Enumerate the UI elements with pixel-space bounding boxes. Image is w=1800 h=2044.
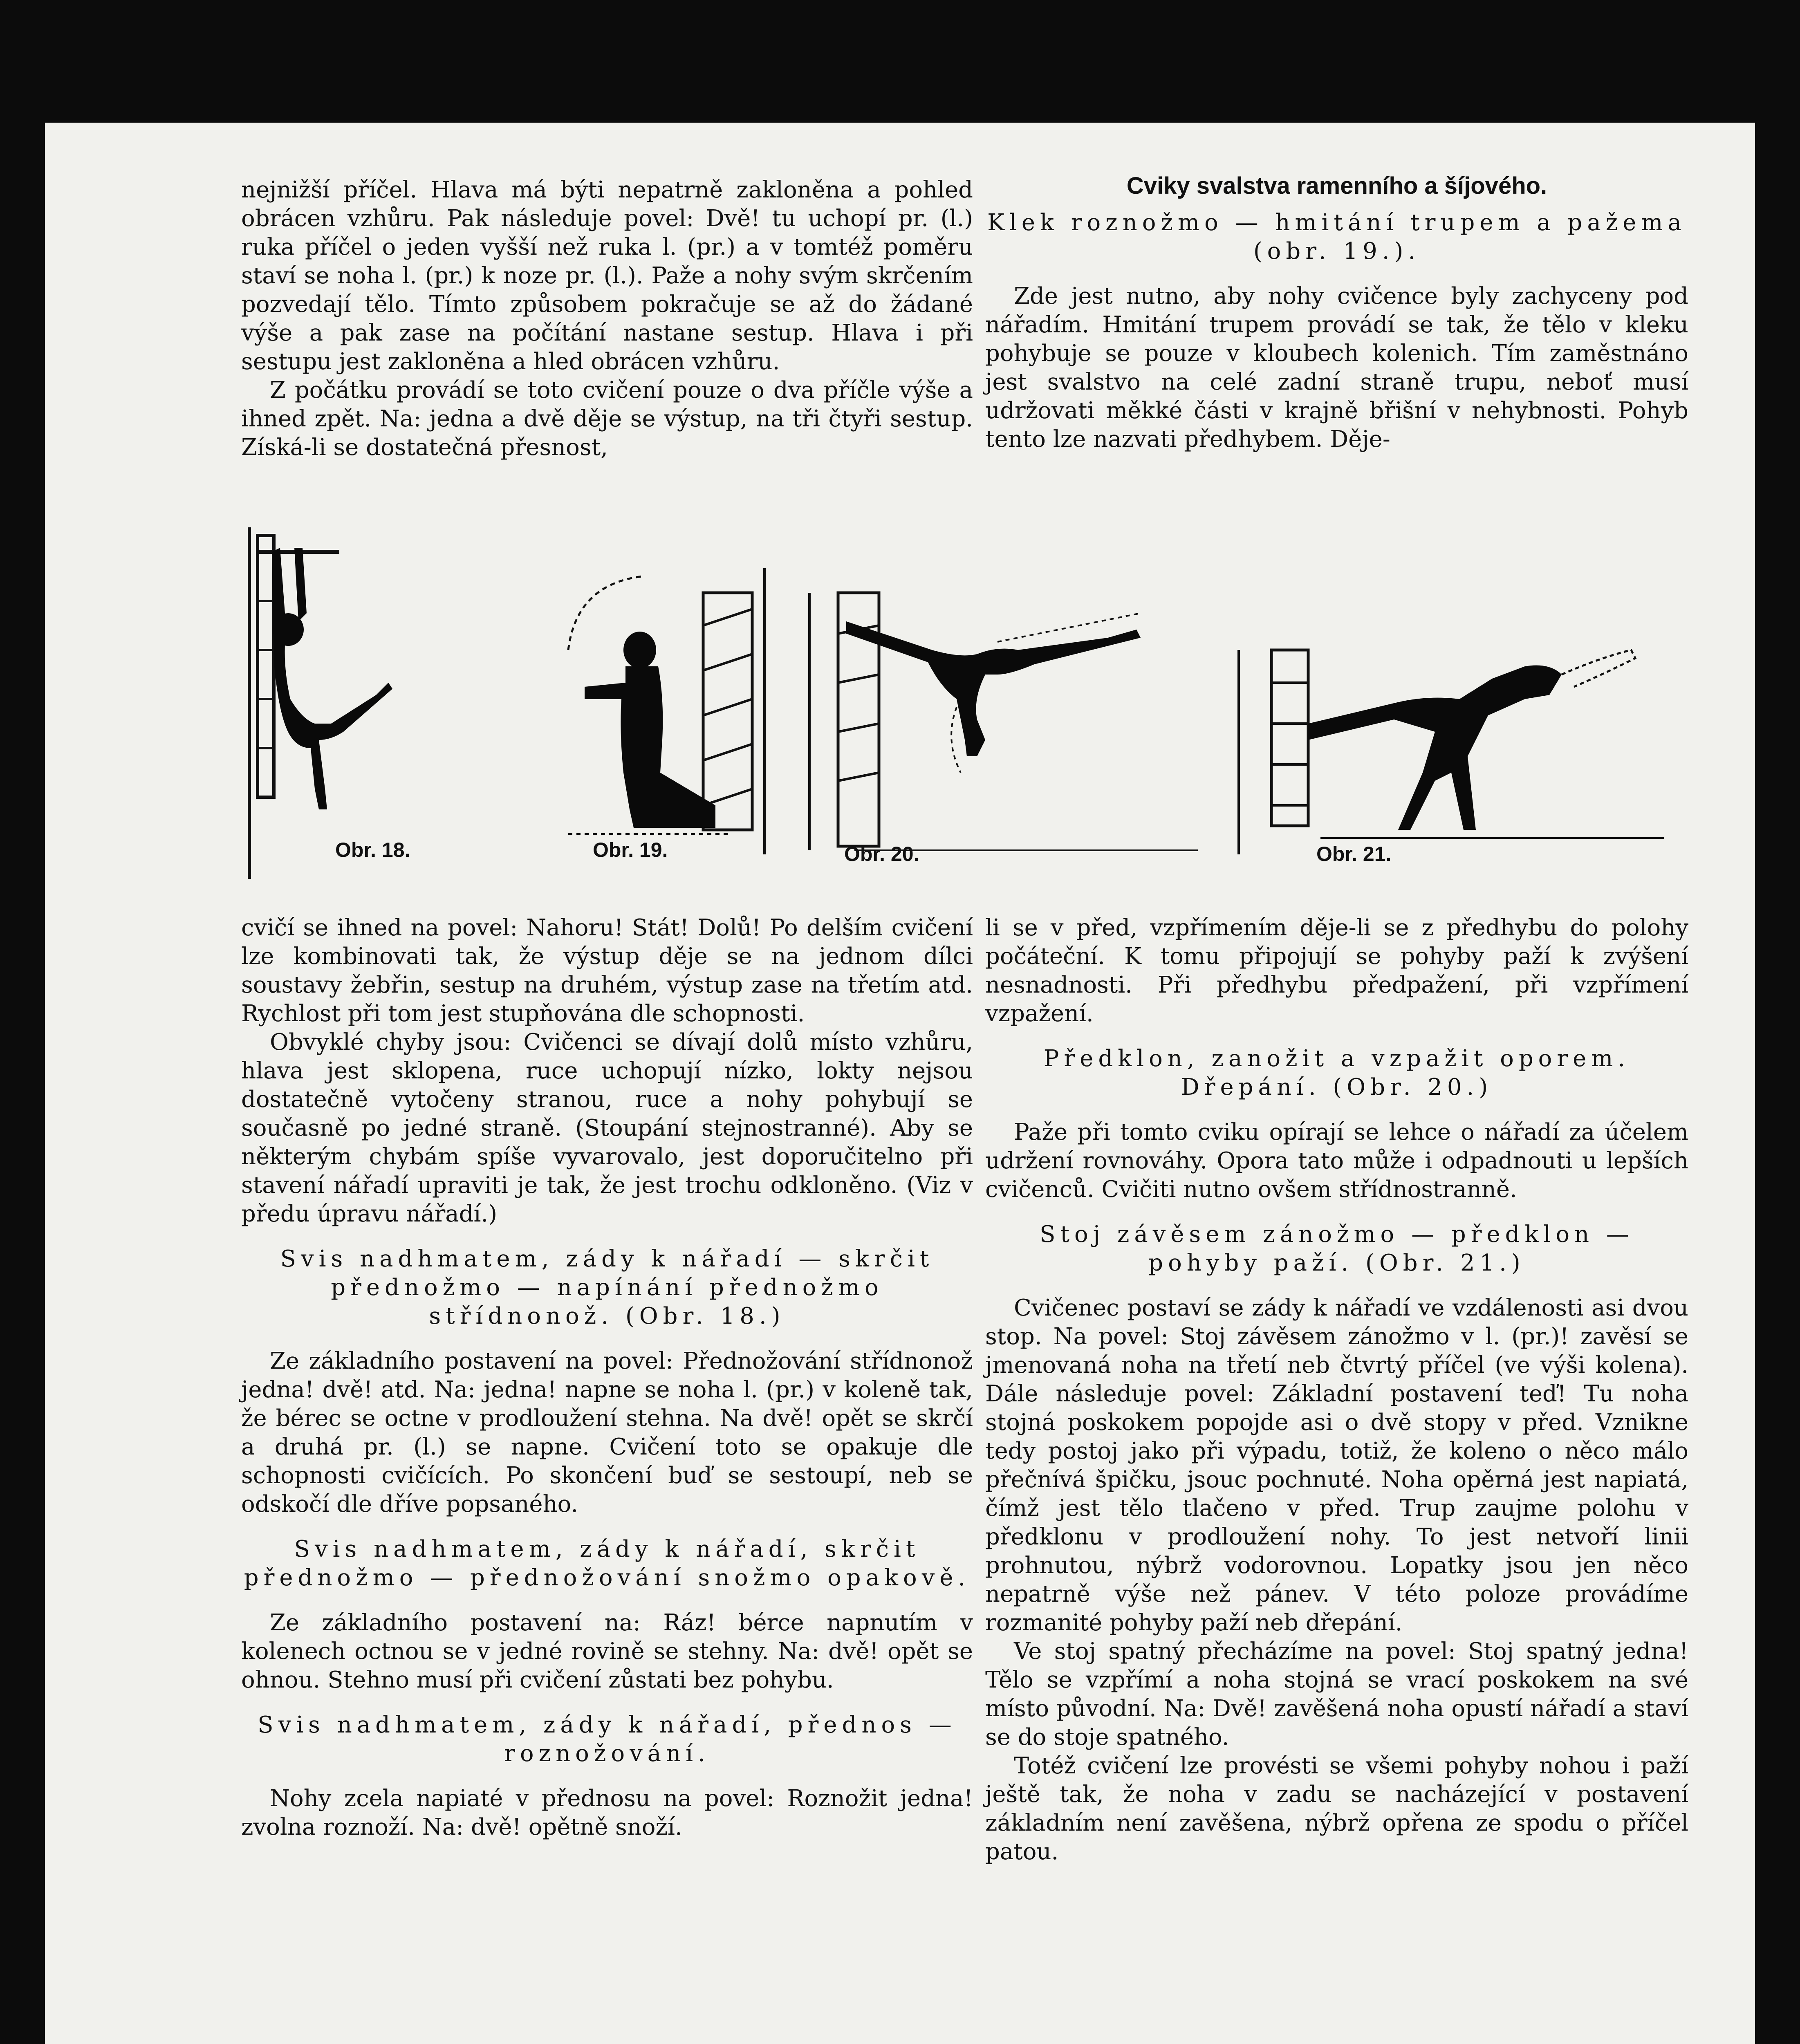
exercise-heading: Svis nadhmatem, zády k nářadí — skrčit přednožmo — napínání přednožmo střídnonož. (Obr. 18.): [280, 1246, 934, 1329]
figure-caption: Obr. 18.: [335, 838, 410, 861]
figure-18-illustration: [241, 527, 527, 883]
figure-20-illustration: [805, 527, 1214, 883]
figure-strip: [241, 527, 1688, 899]
paragraph: Ve stoj spatný přecházíme na povel: Stoj spatný jedna! Tělo se vzpřímí a noha stojná se vrací poskokem na své místo původní. Na: Dvě! zavěšená noha opustí nářadí a staví se do stoje spatného.: [985, 1638, 1688, 1750]
exercise-heading: Svis nadhmatem, zády k nářadí, skrčit přednožmo — přednožování snožmo opakově.: [244, 1536, 971, 1591]
scan-border-left: [0, 0, 45, 2044]
figure-21-illustration: [1222, 527, 1688, 883]
paragraph: Totéž cvičení lze provésti se všemi pohyby nohou i paží ještě tak, že noha v zadu se nacházející v postavení základním není zavěšena, nýbrž opřena ze spodu o příčel patou.: [985, 1753, 1688, 1865]
figure-19-illustration: [519, 527, 797, 883]
section-title: Cviky svalstva ramenního a šíjového.: [1126, 173, 1547, 199]
figure-caption: Obr. 21.: [1316, 843, 1392, 865]
left-column-bottom: [241, 914, 973, 1842]
right-column-bottom: [985, 914, 1688, 1866]
paragraph: Ze základního postavení na: Ráz! bérce napnutím v kolenech octnou se v jedné rovině se stehny. Na: dvě! opět se ohnou. Stehno musí při cvičení zůstati bez pohybu.: [241, 1609, 973, 1693]
paragraph: Nohy zcela napiaté v přednosu na povel: Roznožit jedna! zvolna roznoží. Na: dvě! opětně snoží.: [241, 1785, 973, 1840]
paragraph: Ze základního postavení na povel: Přednožování střídnonož jedna! dvě! atd. Na: jedna! napne se noha l. (pr.) v koleně tak, že bérec se octne v prodloužení stehna. Na dvě! opět se skrčí a druhá pr. (l.) se napne. Cvičení toto se opakuje dle schopnosti cvičících. Po skončení buď se sestoupí, neb se odskočí dle dříve popsaného.: [241, 1348, 973, 1517]
exercise-heading: Klek roznožmo — hmitání trupem a pažema (obr. 19.).: [987, 209, 1686, 264]
figure-caption: Obr. 19.: [593, 838, 668, 861]
exercise-heading: Svis nadhmatem, zády k nářadí, přednos — roznožování.: [258, 1712, 957, 1767]
exercise-heading: Předklon, zanožit a vzpažit oporem. Dřepání. (Obr. 20.): [1043, 1045, 1630, 1100]
right-column-top: [985, 172, 1688, 454]
figure-caption: Obr. 20.: [844, 843, 919, 865]
scan-border-top: [0, 0, 1800, 123]
paragraph: nejnižší příčel. Hlava má býti nepatrně zakloněna a pohled obrácen vzhůru. Pak následuje povel: Dvě! tu uchopí pr. (l.) ruka příčel o jeden vyšší než ruka l. (pr.) a v tomtéž poměru staví se noha l. (pr.) k noze pr. (l.). Paže a nohy svým skrčením pozvedají tělo. Tímto způsobem pokračuje se až do žádané výše a pak zase na počítání nastane sestup. Hlava i při sestupu jest zakloněna a hled obrácen vzhůru.: [241, 177, 973, 375]
book-page: [45, 123, 1755, 2044]
paragraph: Cvičenec postaví se zády k nářadí ve vzdálenosti asi dvou stop. Na povel: Stoj závěsem zánožmo v l. (pr.)! zavěsí se jmenovaná noha na třetí neb čtvrtý příčel (ve výši kolena). Dále následuje povel: Základní postavení teď! Tu noha stojná poskokem popojde asi o dvě stopy v před. Vznikne tedy postoj jako při výpadu, totiž, že koleno o něco málo přečnívá špičku, jsouc pochnuté. Noha opěrná jest napiatá, čímž jest tělo tlačeno v před. Trup zaujme polohu v předklonu v prodloužení nohy. To jest netvoří linii prohnutou, nýbrž vodorovnou. Lopatky jsou jen něco nepatrně výše než pánev. V této poloze provádíme rozmanité pohyby paží neb dřepání.: [985, 1295, 1688, 1636]
scan-border-right: [1755, 0, 1800, 2044]
exercise-heading: Stoj závěsem zánožmo — předklon — pohyby paží. (Obr. 21.): [1040, 1221, 1634, 1276]
paragraph: Zde jest nutno, aby nohy cvičence byly zachyceny pod nářadím. Hmitání trupem provádí se tak, že tělo v kleku pohybuje se pouze v kloubech kolenich. Tím zaměstnáno jest svalstvo na celé zadní straně trupu, neboť musí udržovati měkké části v krajně břišní v nehybnosti. Pohyb tento lze nazvati předhybem. Děje-: [985, 283, 1688, 453]
paragraph: li se v před, vzpřímením děje-li se z předhybu do polohy počáteční. K tomu připojují se pohyby paží k zvýšení nesnadnosti. Při předhybu předpažení, při vzpřímení vzpažení.: [985, 914, 1688, 1027]
paragraph: cvičí se ihned na povel: Nahoru! Stát! Dolů! Po delším cvičení lze kombinovati tak, že výstup děje se na jednom dílci soustavy žebřin, sestup na druhém, výstup zase na třetím atd. Rychlost při tom jest stupňována dle schopnosti.: [241, 914, 973, 1027]
paragraph: Paže při tomto cviku opírají se lehce o nářadí za účelem udržení rovnováhy. Opora tato může i odpadnouti u lepších cvičenců. Cvičiti nutno ovšem střídnostranně.: [985, 1119, 1688, 1203]
paragraph: Z počátku provádí se toto cvičení pouze o dva příčle výše a ihned zpět. Na: jedna a dvě děje se výstup, na tři čtyři sestup. Získá-li se dostatečná přesnost,: [241, 377, 973, 461]
left-column-top: [241, 176, 973, 462]
paragraph: Obvyklé chyby jsou: Cvičenci se dívají dolů místo vzhůru, hlava jest sklopena, ruce uchopují nízko, lokty nejsou dostatečně vytočeny stranou, ruce a nohy pohybují se současně po jedné straně. (Stoupání stejnostranné). Aby se některým chybám spíše vyvarovalo, jest doporučitelno při stavení nářadí upraviti je tak, že jest trochu odkloněno. (Viz v předu úpravu nářadí.): [241, 1029, 973, 1227]
